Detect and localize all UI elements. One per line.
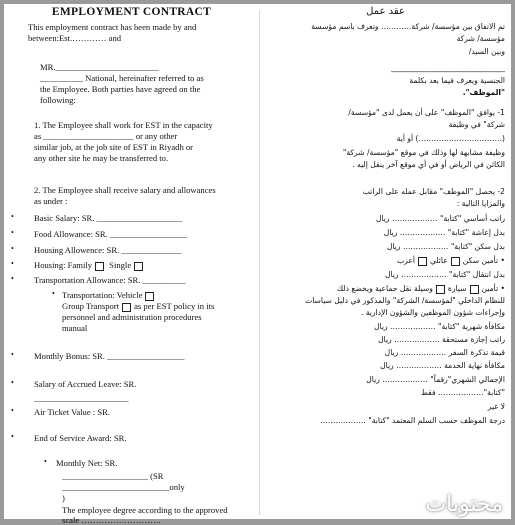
monthly-net-close: ) (62, 493, 65, 503)
intro-line-2: between:Est.………… and (28, 33, 122, 43)
employee-degree-line-1: The employee degree according to the approved (62, 505, 228, 515)
transport-vehicle-line (62, 290, 157, 301)
ar-family-label: عائلي (429, 256, 448, 265)
bullet-housing: • (11, 259, 14, 268)
clause-1-line-2: as _____________________ or any other (34, 131, 178, 141)
following-line: following: (40, 95, 76, 105)
housing-family-label: Housing: Family (34, 260, 93, 270)
intro-line-1: This employment contract has been made by and (28, 22, 197, 32)
english-column (4, 4, 259, 525)
ar-group-transport-label: وسيلة نقل جماعية ويخضع ذلك (336, 284, 433, 293)
bullet-monthly-net: • (44, 457, 47, 466)
bullet-transportation: • (52, 289, 55, 298)
ar-clause-2-line-1: 2- يحصل "الموظف" مقابل عمله على الراتب (362, 187, 505, 196)
ar-end-of-service: مكافأة نهاية الخدمة ……………… ريال (380, 361, 505, 370)
ar-employee-name: وبين السيد/ (468, 47, 505, 56)
accrued-leave-blank: ______________________ (34, 393, 129, 403)
policy-label: as per EST policy in its (134, 301, 215, 311)
policy-line-2: personnel and administration procedures (62, 312, 202, 322)
ar-name-blank: ______________________________ (391, 63, 505, 72)
ar-total-words: "كتابة"……………… فقط (420, 388, 505, 397)
ar-clause-1-line-3: (……………………………) أو أية (396, 134, 505, 143)
ar-monthly-bonus: مكافأة شهرية "كتابة" ……………… ريال (374, 322, 505, 331)
ar-housing-label: تأمين سكن (462, 256, 499, 265)
bullet-transport-allowance: • (11, 274, 14, 283)
ar-nothing-else: لا غير (487, 402, 505, 411)
clause-1-line-1: 1. The Employee shall work for EST in the capacity (34, 120, 213, 130)
monthly-bonus-line: Monthly Bonus: SR. __________________ (34, 351, 185, 361)
ar-car-label: سيارة (447, 284, 467, 293)
policy-line-3: manual (62, 323, 88, 333)
bullet-basic-salary: • (11, 212, 14, 221)
watermark-logo: محتويات (425, 492, 503, 517)
ar-policy-line-1: للنظام الداخلي "لمؤسسة/ الشركة" والمذكور في دليل سياسات (305, 296, 505, 305)
vehicle-checkbox[interactable] (145, 292, 154, 301)
bullet-end-of-service: • (11, 432, 14, 441)
group-transport-label: Group Transport (62, 301, 120, 311)
employee-degree-line-2: scale ………………………. (62, 515, 161, 525)
nationality-line: __________ National, hereinafter referred to as (40, 73, 204, 83)
bullet-housing-allowance: • (11, 244, 14, 253)
housing-options-line (34, 260, 146, 271)
ar-intro-line-1: تم الاتفاق بين مؤسسة/ شركة………… وتعرف باسم مؤسسة (311, 22, 505, 31)
ar-clause-2-line-2: والمزايا التالية : (456, 199, 505, 208)
group-transport-checkbox[interactable] (122, 303, 131, 312)
english-title: EMPLOYMENT CONTRACT (51, 6, 212, 18)
transport-allowance-line: Transportation Allowance: SR. __________ (34, 275, 186, 285)
ar-employee-degree: درجة الموظف حسب السلم المعتمد "كتابة" ……………… (320, 416, 505, 425)
bullet-food-allowance: • (11, 228, 14, 237)
ar-clause-1-line-5: الكائن في الرياض أو في أي موقع آخر ينقل إليه . (352, 160, 505, 169)
food-allowance-line: Food Allowance: SR. __________________ (34, 229, 188, 239)
ar-transport-options: • تأمينسيارةوسيلة نقل جماعية ويخضع ذلك (336, 284, 505, 293)
ar-clause-1-line-2: شركة" في وظيفة (448, 120, 505, 129)
ar-nationality-line: الجنسية ويعرف فيما بعد بكلمة (409, 76, 505, 85)
bullet-accrued-leave: • (11, 378, 14, 387)
ar-group-transport-checkbox[interactable] (436, 285, 445, 294)
monthly-net-line: Monthly Net: SR. (56, 458, 118, 468)
ar-accrued-leave: راتب إجازة مستحقة ……………… ريال (378, 335, 505, 344)
ar-clause-1-line-4: وظيفة مشابهة لها وذلك في موقع "مؤسسة/ شركة" (342, 148, 505, 157)
ar-clause-1-line-1: 1- يوافق "الموظف" على أن يعمل لدى "مؤسسة/ (348, 108, 505, 117)
ar-intro-line-2: مؤسسة/ شركة (456, 34, 505, 43)
bullet-air-ticket: • (11, 406, 14, 415)
ar-single-checkbox[interactable] (418, 257, 427, 266)
single-checkbox[interactable] (134, 262, 143, 271)
basic-salary-line: Basic Salary: SR. ____________________ (34, 213, 183, 223)
monthly-net-figure-line: ____________________ (SR (62, 471, 164, 481)
housing-single-label: Single (109, 260, 132, 270)
clause-1-line-3: similar job, at the job site of EST in Riyadh or (34, 142, 194, 152)
arabic-column (260, 4, 511, 519)
clause-2-line-2: as under : (34, 196, 68, 206)
ar-air-ticket: قيمة تذكرة السفر ……………… ريال (384, 348, 505, 357)
family-checkbox[interactable] (95, 262, 104, 271)
bullet-monthly-bonus: • (11, 350, 14, 359)
ar-basic-salary: راتب أساسي "كتابة" ……………… ريال (375, 214, 505, 223)
clause-2-line-1: 2. The Employee shall receive salary and allowances (34, 185, 216, 195)
employee-ref-line: the Employee. Both parties have agreed on the (40, 84, 201, 94)
end-of-service-line: End of Service Award: SR. (34, 433, 127, 443)
ar-policy-line-2: وإجراءات شؤون الموظفين والشؤون الإدارية . (360, 308, 505, 317)
ar-family-checkbox[interactable] (451, 257, 460, 266)
arabic-title: عقد عمل (366, 6, 405, 17)
clause-1-line-4: any other site he may be transferred to. (34, 153, 169, 163)
ar-employee-term: "الموظف". (462, 88, 505, 97)
employee-name-line: MR.________________________ (40, 62, 159, 72)
vehicle-label: Transportation: Vehicle (62, 290, 143, 300)
group-transport-line (62, 301, 214, 312)
contract-sheet (4, 4, 511, 525)
ar-housing-options: • تأمين سكنعائليأعزب (396, 256, 505, 265)
ar-single-label: أعزب (396, 256, 415, 265)
ar-insurance-label: تأمين (481, 284, 499, 293)
ar-food-allowance: بدل إعاشة "كتابة" ……………… ريال (383, 228, 505, 237)
air-ticket-line: Air Ticket Value : SR. (34, 407, 110, 417)
ar-transport-allowance: بدل انتقال "كتابة" ……………… ريال (384, 270, 505, 279)
housing-allowance-line: Housing Allowence: SR. ______________ (34, 245, 182, 255)
ar-car-checkbox[interactable] (470, 285, 479, 294)
ar-monthly-total: الإجمالي الشهري"رقماً" ……………… ريال (366, 375, 505, 384)
ar-housing-allowance: بدل سكن "كتابة" ……………… ريال (386, 242, 505, 251)
monthly-net-words-line: _________________________only (62, 482, 185, 492)
accrued-leave-line: Salary of Accrued Leave: SR. (34, 379, 137, 389)
